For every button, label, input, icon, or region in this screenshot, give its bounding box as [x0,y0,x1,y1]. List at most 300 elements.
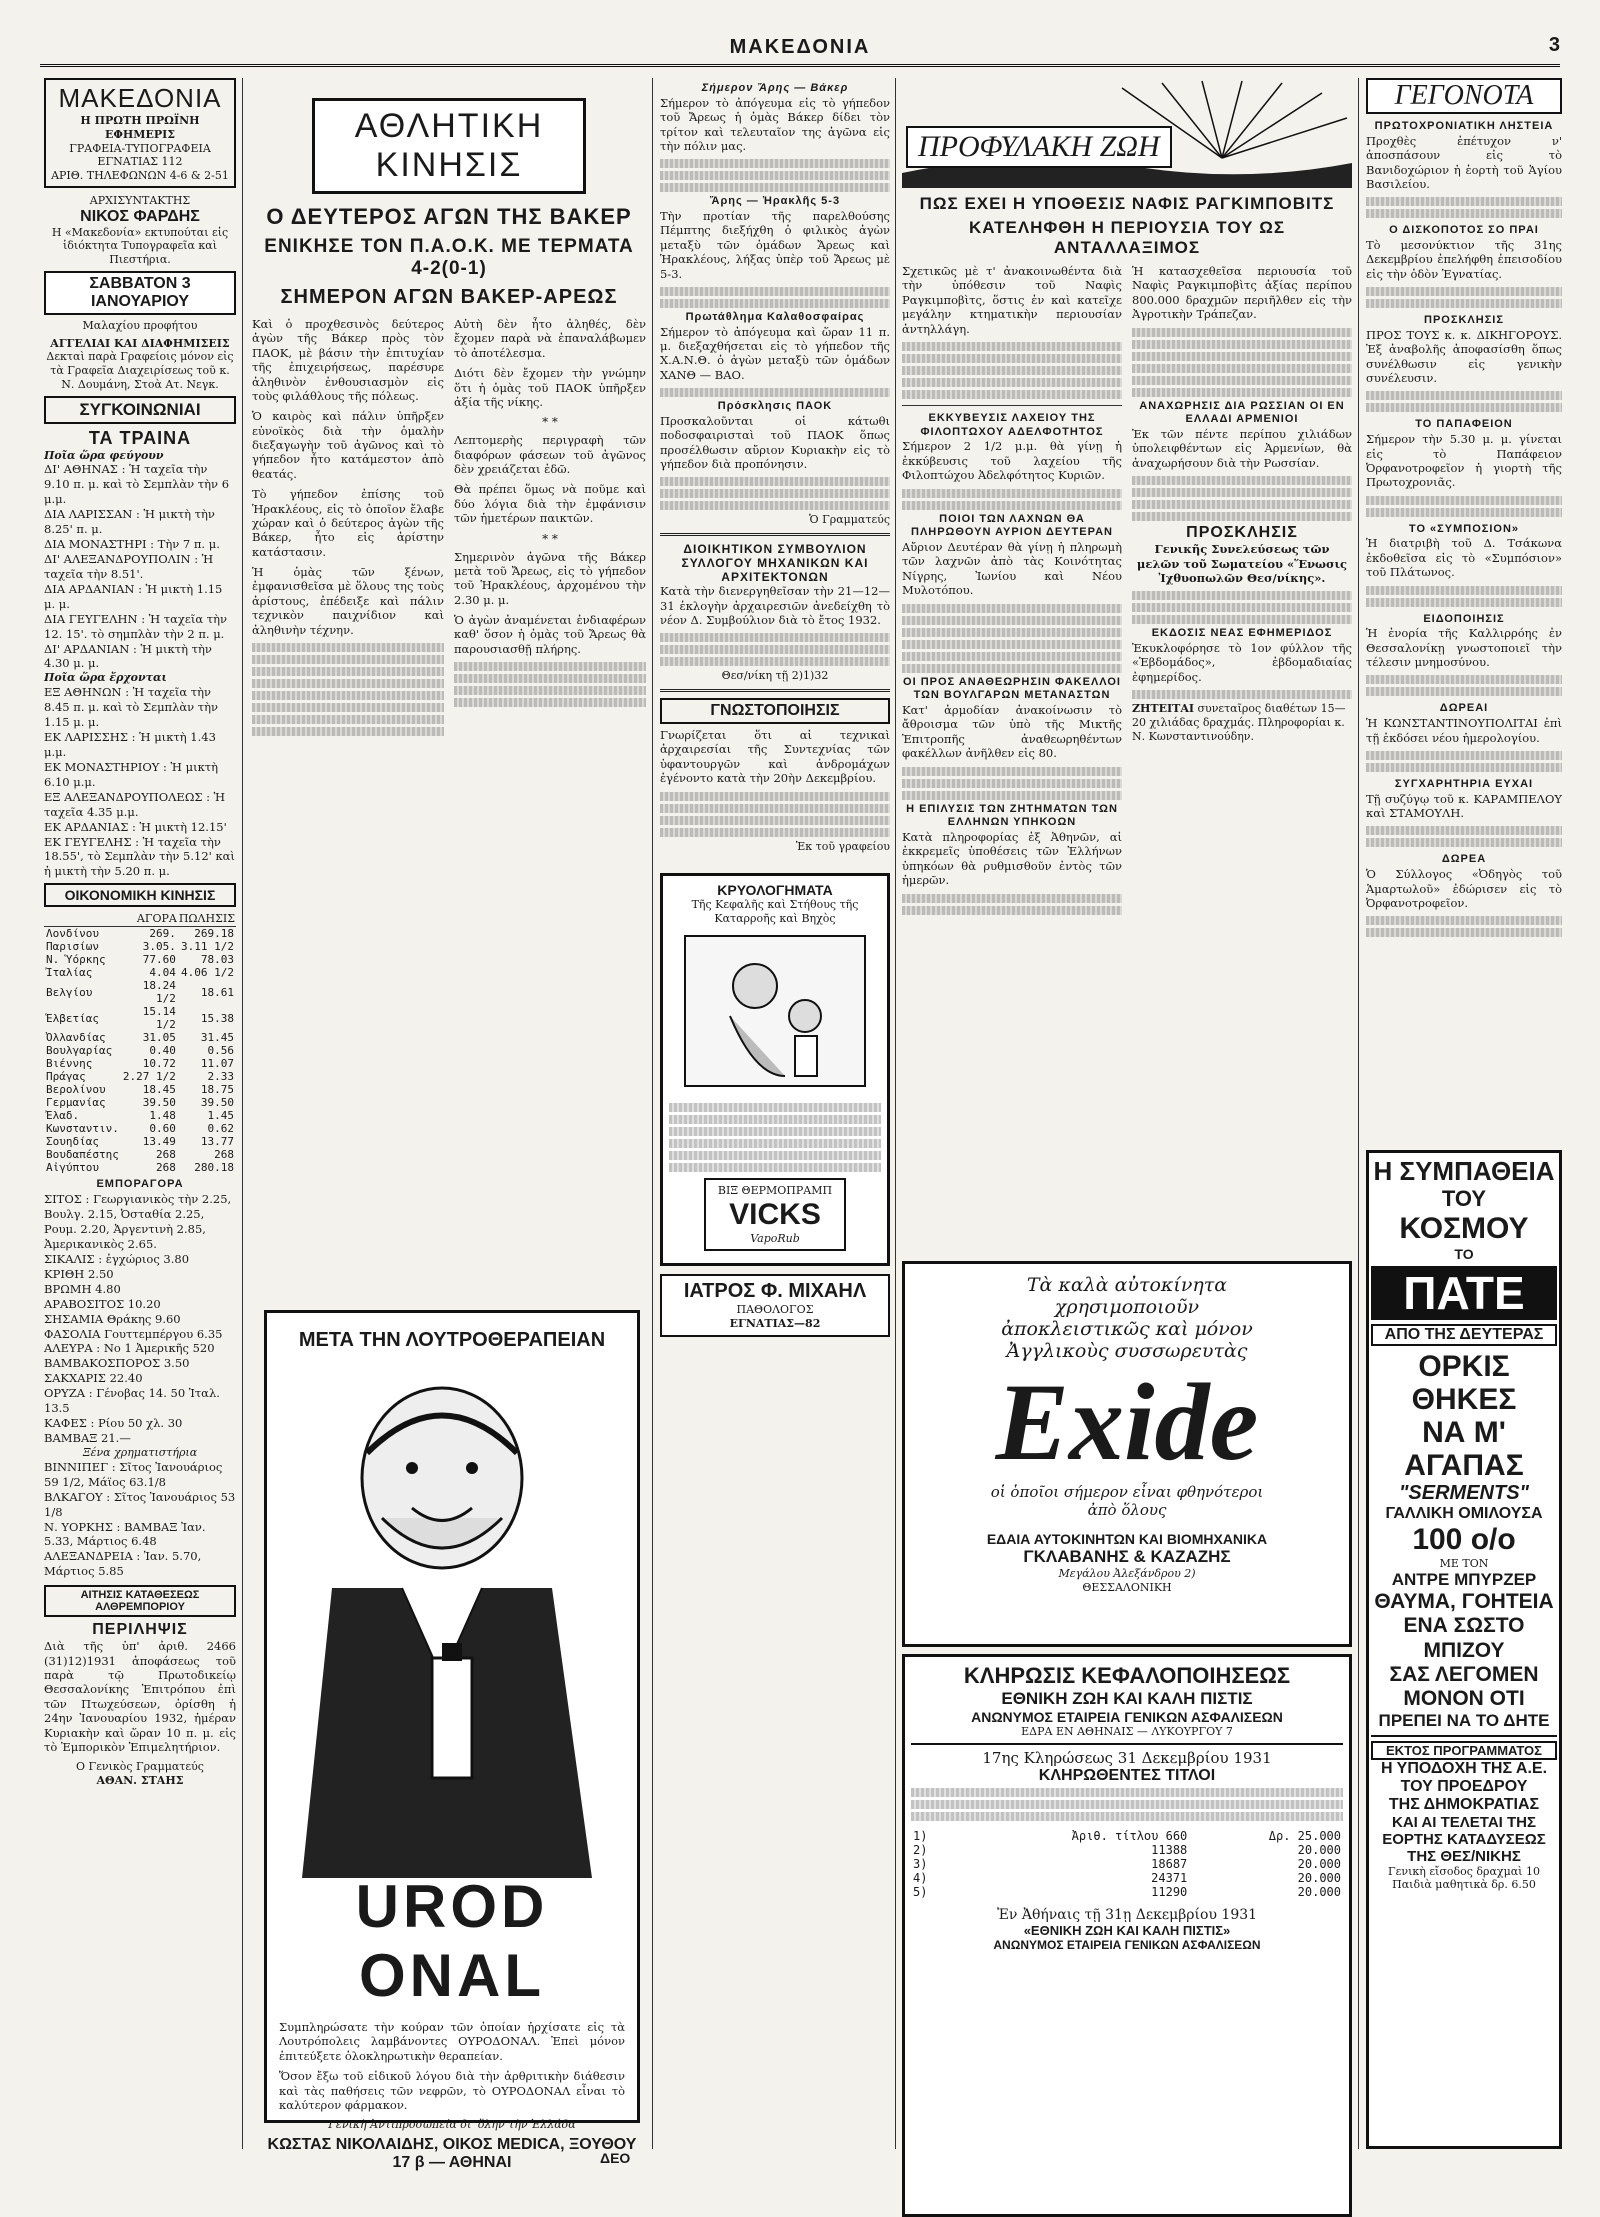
sports-columns [252,317,646,739]
list-item: ΕΚ ΛΑΡΙΣΣΗΣ : Ἡ μικτὴ 1.43 μ.μ. [44,729,216,759]
buy-rate: 13.49 [142,1135,176,1149]
lottery-rank: 1) [913,1828,928,1843]
text-filler [911,1788,1343,1797]
currency-name: Πράγας [46,1070,86,1084]
text-filler [1132,690,1352,699]
list-item: ΒΛΚΑΓΟΥ : Σῖτος Ἰανουάριος 53 1/8 [44,1489,236,1519]
buy-rate: 3.05. [142,940,176,954]
text-filler [1366,838,1562,847]
text-filler [1366,287,1562,296]
paok-invite-sign: Ὁ Γραμματεύς [809,513,890,527]
sports-headline: Ο ΔΕΥΤΕΡΟΣ ΑΓΩΝ ΤΗΣ ΒΑΚΕΡ [266,204,632,229]
table-row [44,1070,236,1083]
currency-name: Βουλγαρίας [46,1044,113,1058]
list-item: ΣΗΣΑΜΙΑ Θράκης 9.60 [44,1311,181,1326]
event-text: Ἡ ἐνορία τῆς Καλλιρρόης ἐν Θεσσαλονίκῃ γνωστοποιεῖ τὴν τέλεσιν μνημοσύνου. [1366,626,1562,669]
column-rule [242,78,243,2149]
list-item: ΒΑΜΒΑΚΟΣΠΟΡΟΣ 3.50 [44,1356,190,1371]
currency-name: Παρισίων [46,940,99,954]
lottery-ticket: 11290 [1151,1884,1188,1899]
text-filler [1132,512,1352,521]
list-item: ΕΞ ΑΛΕΞΑΝΔΡΟΥΠΟΛΕΩΣ : Ἡ ταχεῖα 4.35 μ.μ. [44,789,226,819]
text-filler [902,501,1122,510]
column-rule [895,78,896,2149]
text-filler [669,1163,881,1172]
lottery-rank: 4) [913,1870,928,1885]
armenians-heading: ΑΝΑΧΩΡΗΣΙΣ ΔΙΑ ΡΩΣΣΙΑΝ ΟΙ ΕΝ ΕΛΛΑΔΙ ΑΡΜΕΝΙΟΙ [1139,399,1345,426]
sell-rate: 268 [214,1148,234,1162]
markets-heading: ΕΜΠΟΡΑΓΟΡΑ [96,1178,184,1191]
vicks-subtitle: VapoRub [750,1231,800,1245]
vicks-jar [704,1178,846,1252]
sports-paragraph: Ὁ καιρὸς καὶ πάλιν ὑπῆρξεν εὐνοϊκὸς διὰ τὴν ὁμαλὴν διεξαγωγὴν τοῦ ἀγῶνος καὶ τὸ γήπεδον ἦτο κατάμεστον ἀπὸ θεατάς. [252,409,444,481]
text-filler [1366,299,1562,308]
match2-text: Τὴν προτίαν τῆς παρελθούσης Πέμπτης διεξήχθη ὁ φιλικὸς ἀγὼν μεταξὺ τῶν ὁμάδων Ἄρεως καὶ Ἡρακλέους, λήξας ὑπὲρ τοῦ Ἄρεως μὲ 5-3. [660,209,890,281]
table-row [44,979,236,1005]
list-item: ΣΙΚΑΛΙΣ : ἐγχώριος 3.80 [44,1251,190,1266]
table-row [911,1829,1343,1843]
date-heading: ΣΑΒΒΑΤΟΝ 3 ΙΑΝΟΥΑΡΙΟΥ [44,271,236,315]
exide-city: ΘΕΣΣΑΛΟΝΙΚΗ [1082,1580,1172,1594]
text-filler [1366,508,1562,517]
old-man-with-bottle-illustration [272,1358,632,1878]
text-filler [1366,928,1562,937]
cold-remedy-ad [660,873,890,1266]
text-filler [454,662,646,671]
event-heading: ΠΡΟΣΚΛΗΣΙΣ [1424,314,1504,327]
text-filler [1132,500,1352,509]
text-filler [1366,403,1562,412]
sell-rate: 13.77 [200,1135,234,1149]
buy-rate: 10.72 [142,1057,176,1071]
cinema-tou: ΤΟΥ [1441,1185,1487,1211]
buy-rate: 18.24 1/2 [142,979,176,1006]
table-row [44,1096,236,1109]
list-item: ΒΑΜΒΑΞ 21.— [44,1431,131,1446]
text-filler [902,390,1122,399]
table-row [44,1005,236,1031]
list-item: ΑΛΕΥΡΑ : Νο 1 Ἀμερικῆς 520 [44,1341,215,1356]
currency-name: Κωνσταντιν. [46,1122,119,1136]
film-original-title: "SERMENTS" [1398,1481,1530,1504]
event-heading: Ο ΔΙΣΚΟΠΟΤΟΣ ΣΟ ΠΡΑΙ [1389,224,1539,237]
association-sign: Θεσ/νίκη τῇ 2)1)32 [721,669,829,683]
text-filler [1366,391,1562,400]
text-filler [1132,476,1352,485]
text-filler [1366,751,1562,760]
notices-text: Γνωρίζεται ὅτι αἱ τεχνικαὶ ἀρχαιρεσίαι τῆς Συντεχνίας τῶν ὑφαντουργῶν καὶ ἀνδρομάχων ἐγένοντο κατὰ τὴν 20ὴν Δεκεμβρίου. [660,728,890,786]
text-filler [1132,488,1352,497]
provincial-life-title: ΠΡΟΦΥΛΑΚΗ ΖΩΗ [906,126,1172,168]
column-rule [1358,78,1359,2149]
event-heading: ΕΙΔΟΠΟΙΗΣΙΣ [1423,612,1505,625]
table-row [911,1885,1343,1899]
event-heading: ΤΟ «ΣΥΜΠΟΣΙΟΝ» [1408,522,1520,535]
saint-of-day: Μαλαχίου προφήτου [82,318,198,332]
list-item: ΚΡΙΘΗ 2.50 [44,1266,114,1281]
exide-line: ἀπὸ ὅλους [1087,1501,1167,1519]
sell-rate: 0.62 [207,1122,234,1136]
urodonal-ad-title: ΜΕΤΑ ΤΗΝ ΛΟΥΤΡΟΘΕΡΑΠΕΙΑΝ [298,1329,606,1351]
sell-rate: 280.18 [194,1161,234,1175]
text-filler [669,1115,881,1124]
divider [902,405,1122,406]
vicks-brand: VICKS [729,1197,821,1231]
sports-text-right [454,317,646,739]
text-filler [902,366,1122,375]
page-number: 3 [1548,34,1560,56]
exide-line: χρησιμοποιοῦν [1054,1296,1200,1318]
sports-paragraph: Ἡ ὁμὰς τῶν ξένων, ἐμφανισθεῖσα μὲ ὅλους της τοὺς ἀρίστους, ἐπέδειξε καὶ πάλιν τεχνικὸν παιχνίδιον καὶ ἀληθινὴν τέχνην. [252,565,444,637]
sell-rate: 4.06 1/2 [181,966,234,980]
trains-heading: ΤΑ ΤΡΑΙΝΑ [88,427,192,448]
table-row [44,1148,236,1161]
text-filler [1132,340,1352,349]
lottery-ticket: 24371 [1151,1870,1188,1885]
text-filler [252,715,444,724]
exide-line: Ἀγγλικοὺς συσσωρευτὰς [1006,1340,1248,1362]
text-filler [454,686,646,695]
separator-stars: * * [542,531,558,546]
text-filler [252,643,444,652]
list-item: ΣΙΤΟΣ : Γεωργιανικὸς τὴν 2.25, Βουλγ. 2.15, Ὀσταθία 2.25, Ρουμ. 2.20, Ἀργεντινὴ 2.85, Ἀμερικανικὸς 2.65. [44,1192,232,1251]
table-row [44,927,236,941]
text-filler [1366,916,1562,925]
text-filler [660,816,890,825]
match2-heading: Ἄρης — Ἡρακλῆς 5-3 [709,195,841,208]
text-filler [660,171,890,180]
currency-name: Γερμανίας [46,1096,106,1110]
column-1 [44,78,236,2149]
divider [911,1743,1343,1745]
text-filler [252,703,444,712]
text-filler [660,501,890,510]
wanted-text: συνεταῖρος διαθέτων 15—20 χιλιάδας δραχμάς. Πληροφορίαι κ. Ν. Κωνσταντινούδην. [1132,702,1346,743]
rates-header-sell: ΠΩΛΗΣΙΣ [178,912,235,926]
article-body-columns [902,264,1352,918]
text-filler [902,489,1122,498]
list-item: ΦΑΣΟΛΙΑ Γουττεμπέργου 6.35 [44,1326,223,1341]
divider [1371,1735,1557,1737]
sports-paragraph: Ὁ ἀγὼν ἀναμένεται ἐνδιαφέρων καθ' ὅσον ἡ ὁμὰς τοῦ Ἄρεως θὰ παρουσιασθῇ πλήρης. [454,613,646,656]
editor-block [44,194,236,267]
ticket-price: Γενικὴ εἴσοδος δραχμαὶ 10 [1388,1864,1540,1878]
event-heading: ΠΡΩΤΟΧΡΟΝΙΑΤΙΚΗ ΛΗΣΤΕΙΑ [1374,120,1554,132]
exchange-rates-table [44,911,236,1174]
table-row [44,953,236,966]
cinema-name: ΠΑΤΕ [1371,1266,1557,1320]
text-filler [660,183,890,192]
buy-rate: 31.05 [142,1031,176,1045]
list-item: Ν. ΥΟΡΚΗΣ : ΒΑΜΒΑΞ Ἰαν. 5.33, Μάρτιος 6.48 [44,1519,206,1549]
text-filler [1132,328,1352,337]
article-right-column [1132,264,1352,918]
buy-rate: 268 [155,1148,176,1162]
text-filler [660,388,890,397]
film-title: ΟΡΚΙΣ ΘΗΚΕΣ [1411,1349,1517,1416]
text-filler [660,287,890,296]
notices-sign: Ἐκ τοῦ γραφείου [795,839,890,853]
armenians-text: Ἐκ τῶν πέντε περίπου χιλιάδων ὑπολειφθέντων εἰς Ἀρμενίων, θὰ ἀναχωρήσουν διὰ τὴν Ρωσσίαν. [1132,427,1352,470]
currency-name: Σουηδίας [46,1135,99,1149]
lottery-company: ΕΘΝΙΚΗ ΖΩΗ ΚΑΙ ΚΑΛΗ ΠΙΣΤΙΣ [1001,1689,1253,1708]
wanted-ad [1132,702,1352,743]
wanted-heading: ΖΗΤΕΙΤΑΙ [1132,702,1195,716]
ticket-price: Παιδιὰ μαθητικὰ δρ. 6.50 [1392,1878,1536,1892]
imprint-subtitle: Η ΠΡΩΤΗ ΠΡΩΪΝΗ ΕΦΗΜΕΡΙΣ [80,114,200,141]
sell-rate: 3.11 1/2 [181,940,234,954]
sell-rate: 1.45 [207,1109,234,1123]
text-filler [660,633,890,642]
sports-paragraph: Θὰ πρέπει ὅμως νὰ ποῦμε καὶ δύο λόγια διὰ τὴν ἐμφάνισιν τῶν ἡμετέρων παικτῶν. [454,482,646,526]
text-filler [902,342,1122,351]
paok-invite-text: Προσκαλοῦνται οἱ κάτωθι ποδοσφαιρισταὶ τοῦ ΠΑΟΚ ὅπως προσέλθωσιν αὔριον Κυριακὴν εἰς τὸ γήπεδον διὰ προπόνησιν. [660,413,890,471]
extra-program-line: ΕΟΡΤΗΣ ΚΑΤΑΔΥΣΕΩΣ [1382,1830,1546,1848]
exide-address: Μεγάλου Ἀλεξάνδρου 2) [1058,1567,1196,1580]
doctor-name: ΙΑΤΡΟΣ Φ. ΜΙΧΑΗΛ [683,1280,867,1303]
text-filler [660,657,890,666]
table-row [44,1135,236,1148]
film-actor: ΑΝΤΡΕ ΜΠΥΡΖΕΡ [1391,1570,1537,1590]
events-list [1366,120,1562,937]
currency-name: Ἑλβετίας [46,1011,99,1025]
sell-rate: 2.33 [207,1070,234,1084]
lottery-seat: ΕΔΡΑ ΕΝ ΑΘΗΝΑΙΣ — ΛΥΚΟΥΡΓΟΥ 7 [1021,1725,1233,1738]
extra-program-line: ΤΗΣ ΘΕΣ/ΝΙΚΗΣ [1407,1847,1521,1865]
masthead [0,0,1600,70]
column-4 [902,78,1352,2149]
table-row [44,1044,236,1057]
text-filler [902,604,1122,613]
urodonal-representative: Γενικὴ Ἀντιπροσωπεία δι' ὅλην τὴν Ἑλλάδα [328,2118,576,2132]
text-filler [902,779,1122,788]
event-text: Σήμερον τὴν 5.30 μ. μ. γίνεται εἰς τὸ Παπάφειον Ὀρφανοτροφεῖον ἡ γιορτὴ τῆς Πρωτοχρονιᾶς. [1366,432,1562,490]
lottery-footer-type: ΑΝΩΝΥΜΟΣ ΕΤΑΙΡΕΙΑ ΓΕΝΙΚΩΝ ΑΣΦΑΛΙΣΕΩΝ [993,1937,1261,1952]
text-filler [669,1127,881,1136]
text-filler [669,1139,881,1148]
text-filler [660,477,890,486]
extra-program-line: ΚΑΙ ΑΙ ΤΕΛΕΤΑΙ ΤΗΣ [1391,1813,1536,1831]
foreign-markets-list [44,1460,236,1580]
exide-line: ἀποκλειστικῶς καὶ μόνον [1001,1318,1253,1340]
film-tagline: ΠΡΕΠΕΙ ΝΑ ΤΟ ΔΗΤΕ [1378,1711,1550,1731]
text-filler [911,1812,1343,1821]
arrivals-list [44,685,236,879]
markets-list [44,1192,236,1446]
editor-label: ΑΡΧΙΣΥΝΤΑΚΤΗΣ [89,193,191,207]
sell-rate: 0.56 [207,1044,234,1058]
imprint-phones: ΑΡΙΘ. ΤΗΛΕΦΩΝΩΝ 4-6 & 2-51 [51,169,229,182]
buy-rate: 18.45 [142,1083,176,1097]
review-heading: ΟΙ ΠΡΟΣ ΑΝΑΘΕΩΡΗΣΙΝ ΦΑΚΕΛΛΟΙ ΤΩΝ ΒΟΥΛΓΑΡΩΝ ΜΕΤΑΝΑΣΤΩΝ [903,675,1121,702]
event-text: Ὁ Σύλλογος «Ὀδηγὸς τοῦ Ἁμαρτωλοῦ» ἐδώρισεν εἰς τὸ Ὀρφανοτροφεῖον. [1366,867,1562,910]
table-row [44,1109,236,1122]
text-filler [902,616,1122,625]
list-item: ΣΑΚΧΑΡΙΣ 22.40 [44,1371,143,1386]
lottery-ticket: Ἀριθ. τίτλου 660 [1071,1828,1188,1843]
event-heading: ΤΟ ΠΑΠΑΦΕΙΟΝ [1415,418,1513,431]
event-text: Ἡ ΚΩΝΣΤΑΝΤΙΝΟΥΠΟΛΙΤΑΙ ἐπὶ τῇ ἐκδόσει νέου ἡμερολογίου. [1366,716,1562,745]
column-rule [652,78,653,2149]
cold-ad-title: ΚΡΥΟΛΟΓΗΜΑΤΑ [717,882,833,899]
newspaper-name: ΜΑΚΕΔΟΝΙΑ [729,36,871,58]
text-filler [902,664,1122,673]
doctor-ad [660,1274,890,1337]
provincial-life-banner [902,78,1352,188]
table-row [44,1083,236,1096]
list-item: ΔΙ' ΑΛΕΞΑΝΔΡΟΥΠΟΛΙΝ : Ἡ ταχεῖα τὴν 8.51'. [44,551,214,581]
sports-paragraph: Διότι δὲν ἔχομεν τὴν γνώμην ὅτι ἡ ὁμὰς τοῦ ΠΑΟΚ ὑπῆρξεν ἀξία τῆς νίκης. [454,366,646,409]
currency-name: Αἰγύπτου [46,1161,99,1175]
list-item: ΑΛΕΞΑΝΔΡΕΙΑ : Ἰαν. 5.70, Μάρτιος 5.85 [44,1549,202,1579]
currency-name: Λονδίνου [46,927,99,941]
table-row [911,1857,1343,1871]
insurance-lottery-ad [902,1654,1352,2217]
summary-sign: Ο Γενικὸς Γραμματεύς [76,1760,204,1774]
text-filler [660,299,890,308]
summary-name: ΑΘΑΝ. ΣΤΑΗΣ [96,1774,184,1787]
lottery-prize: 20.000 [1297,1842,1341,1857]
text-filler [660,804,890,813]
vicks-caption: ΒΙΞ ΘΕΡΜΟΠΡΑΜΠ [717,1183,833,1197]
review-text: Κατ' ἀρμοδίαν ἀνακοίνωσιν τὸ ἄθροισμα τῶν ὑπὸ τῆς Μικτῆς Ἐπιτροπῆς ἀναθεωρηθέντων φακέλλων ἀνῆλθεν εἰς 80. [902,703,1122,761]
association-text: Κατὰ τὴν διενεργηθεῖσαν τὴν 21—12—31 ἐκλογὴν ἀρχαιρεσιῶν ἀνεδείχθη τὸ νέον Δ. Συμβούλιον διὰ τὸ ἔτος 1932. [660,584,890,627]
text-filler [1132,603,1352,612]
lottery-footer-date: Ἐν Ἀθήναις τῇ 31ῃ Δεκεμβρίου 1931 [996,1906,1258,1923]
sell-rate: 39.50 [200,1096,234,1110]
text-filler [902,791,1122,800]
sell-rate: 11.07 [200,1057,234,1071]
article-left-column [902,264,1122,918]
text-filler [1132,591,1352,600]
text-filler [252,691,444,700]
column-5 [1366,78,1562,2149]
sell-rate: 18.61 [200,985,234,999]
nationals-heading: Η ΕΠΙΛΥΣΙΣ ΤΩΝ ΖΗΤΗΜΑΤΩΝ ΤΩΝ ΕΛΛΗΝΩΝ ΥΠΗΚΟΩΝ [906,802,1118,829]
exide-line: οἱ ὁποῖοι σήμερον εἶναι φθηνότεροι [990,1483,1264,1501]
rates-header-buy: ΑΓΟΡΑ [121,911,178,927]
list-item: ΕΚ ΜΟΝΑΣΤΗΡΙΟΥ : Ἡ μικτὴ 6.10 μ.μ. [44,759,219,789]
notices-heading: ΓΝΩΣΤΟΠΟΙΗΣΙΣ [660,698,890,724]
table-row [44,940,236,953]
lottery-winners-heading: ΚΛΗΡΩΘΕΝΤΕΣ ΤΙΤΛΟΙ [1038,1766,1216,1784]
divider [660,689,890,692]
exide-dealer-names: ΓΚΛΑΒΑΝΗΣ & ΚΑΖΑΖΗΣ [1023,1547,1231,1566]
table-row [911,1843,1343,1857]
buy-rate: 2.27 1/2 [122,1070,176,1084]
lottery-rank: 3) [913,1856,928,1871]
editor-name: ΝΙΚΟΣ ΦΑΡΔΗΣ [80,207,200,225]
event-text: Ἡ διατριβὴ τοῦ Δ. Τσάκωνα ἐκδοθεῖσα εἰς τὸ «Συμπόσιον» τοῦ Πλάτωνος. [1366,536,1562,580]
lottery-footer-company: «ΕΘΝΙΚΗ ΖΩΗ ΚΑΙ ΚΑΛΗ ΠΙΣΤΙΣ» [1023,1922,1231,1938]
sports-text-left [252,317,444,739]
summary-text: Διὰ τῆς ὑπ' ἀριθ. 2466 (31)12)1931 ἀποφάσεως τοῦ παρὰ τῷ Πρωτοδικείῳ Θεσσαλονίκης Ἐπιτρόπου ἐπὶ τῶν Πτωχεύσεων, ὁρίσθη ἡ 24ην Ἰανουαρίου 1932, ἡμέραν Κυριακὴν καὶ ὥραν 10 π. μ. εἰς τὸ Ἐμπορικὸν Ἐπιμελητήριον. [44,1639,236,1754]
exide-ad [902,1261,1352,1647]
text-filler [1366,496,1562,505]
sports-paragraph: Σημερινὸν ἀγῶνα τῆς Βάκερ μετὰ τοῦ Ἄρεως, εἰς τὸ γήπεδον τοῦ Ἡρακλέους, ἀρχομένου τὴν 2.30 μ. μ. [454,549,646,607]
text-filler [1366,763,1562,772]
table-row [44,1031,236,1044]
event-heading: ΔΩΡΕΑΙ [1439,702,1489,715]
text-filler [1132,364,1352,373]
championship-heading: Πρωτάθλημα Καλαθοσφαίρας [685,310,865,323]
text-filler [1132,376,1352,385]
exide-brand: Exide [995,1361,1259,1483]
arrivals-heading: Ποῖα ὥρα ἔρχονται [44,671,167,685]
imprint-address: ΓΡΑΦΕΙΑ-ΤΥΠΟΓΡΑΦΕΙΑ ΕΓΝΑΤΙΑΣ 112 [69,141,211,169]
sell-rate: 18.75 [200,1083,234,1097]
film-with: ΜΕ ΤΟΝ [1439,1556,1489,1570]
event-text: ΠΡΟΣ ΤΟΥΣ κ. κ. ΔΙΚΗΓΟΡΟΥΣ. Ἐξ ἀναβολῆς ἀποφασίσθη ὅπως συνέλθωσιν εἰς γενικὴν συνέλευσιν. [1366,327,1562,385]
sports-today: ΣΗΜΕΡΟΝ ΑΓΩΝ ΒΑΚΕΡ-ΑΡΕΩΣ [280,286,618,308]
lottery-company-type: ΑΝΩΝΥΜΟΣ ΕΤΑΙΡΕΙΑ ΓΕΝΙΚΩΝ ΑΣΦΑΛΙΣΕΩΝ [971,1709,1283,1725]
economy-heading: ΟΙΚΟΝΟΜΙΚΗ ΚΙΝΗΣΙΣ [44,883,236,907]
event-text: Προχθὲς ἐπέτυχον ν' ἀποσπάσουν εἰς τὸ Βανιδοχώριον ἡ ἑορτὴ τοῦ Ἁγίου Βασιλείου. [1366,133,1562,191]
extra-program-heading: ΕΚΤΟΣ ΠΡΟΓΡΑΜΜΑΤΟΣ [1371,1741,1557,1760]
sell-rate: 15.38 [200,1011,234,1025]
buy-rate: 15.14 1/2 [142,1005,176,1032]
exide-dealer: ΕΔΑΙΑ ΑΥΤΟΚΙΝΗΤΩΝ ΚΑΙ ΒΙΟΜΗΧΑΝΙΚΑ [986,1531,1268,1547]
text-filler [660,489,890,498]
text-filler [660,159,890,168]
sports-paragraph: Αὐτὴ δὲν ἦτο ἀληθές, δὲν ἔχομεν παρὰ νὰ ἐπαναλάβωμεν τὸ ἀποτέλεσμα. [454,317,646,360]
list-item: ΔΙ' ΑΘΗΝΑΣ : Ἡ ταχεῖα τὴν 9.10 π. μ. καὶ τὸ Σεμπλὰν τὴν 6 μ.μ. [44,462,230,507]
currency-name: Βελγίου [46,985,93,999]
buy-rate: 0.60 [149,1122,176,1136]
separator-stars: * * [542,415,558,430]
text-filler [252,655,444,664]
article-headline: ΠΩΣ ΕΧΕΙ Η ΥΠΟΘΕΣΙΣ ΝΑΦΙΣ ΡΑΓΚΙΜΠΟΒΙΤΣ [919,194,1335,213]
currency-name: Βερολίνου [46,1083,106,1097]
lottery-draw-text: Σήμερον 2 1/2 μ.μ. θὰ γίνῃ ἡ ἐκκύβευσις τοῦ λαχείου τῆς Φιλοπτώχου Ἀδελφότητος Κυριῶν. [902,439,1122,483]
new-newspaper-heading: ΕΚΔΟΣΙΣ ΝΕΑΣ ΕΦΗΜΕΡΙΔΟΣ [1151,627,1333,640]
urodonal-company: ΚΩΣΤΑΣ ΝΙΚΟΛΑΙΔΗΣ, ΟΙΚΟΣ MEDICA, ΞΟΥΘΟΥ 17 β — ΑΘΗΝΑΙ [267,2136,637,2171]
imprint-box [44,78,236,188]
lottery-rank: 5) [913,1884,928,1899]
list-item: ΔΙ' ΑΡΔΑΝΙΑΝ : Ἡ μικτὴ τὴν 4.30 μ. μ. [44,641,212,671]
text-filler [1366,675,1562,684]
cinema-pate-ad [1366,1150,1562,2149]
foreign-markets-heading: Ξένα χρηματιστήρια [82,1446,198,1459]
event-heading: ΣΥΓΧΑΡΗΤΗΡΙΑ ΕΥΧΑΙ [1394,777,1534,790]
text-filler [902,628,1122,637]
extra-program-line: Η ΥΠΟΔΟΧΗ ΤΗΣ Α.Ε. [1380,1759,1548,1777]
buy-rate: 77.60 [142,953,176,967]
lottery-rank: 2) [913,1842,928,1857]
cinema-to: ΤΟ [1454,1245,1474,1262]
cinema-kosmou: ΚΟΣΜΟΥ [1399,1211,1529,1245]
table-row [44,1161,236,1174]
summary-heading: ΠΕΡΙΛΗΨΙΣ [92,1621,188,1639]
departures-heading: Ποῖα ὥρα φεύγουν [44,448,164,462]
film-tagline: ΜΟΝΟΝ ΟΤΙ [1403,1686,1525,1710]
text-filler [1366,197,1562,206]
text-filler [902,378,1122,387]
extra-program-line: ΤΗΣ ΔΗΜΟΚΡΑΤΙΑΣ [1388,1795,1540,1813]
new-newspaper-text: Ἐκυκλοφόρησε τὸ 1ον φύλλον τῆς «Ἑβδομάδος», ἐβδομαδιαίας ἐφημερίδος. [1132,641,1352,684]
text-filler [669,1103,881,1112]
film-tagline: ΕΝΑ ΣΩΣΤΟ ΜΠΙΖΟΥ [1403,1614,1525,1662]
match-text: Σήμερον τὸ ἀπόγευμα εἰς τὸ γήπεδον τοῦ Ἄρεως ἡ ὁμὰς Βάκερ δίδει τὸν τρίτον καὶ τελευταῖον της ἀγῶνα εἰς τὴν πόλιν μας. [660,95,890,153]
urodonal-text: Ὅσον ἔξω τοῦ εἰδικοῦ λόγου διὰ τὴν ἀρθριτικὴν διάθεσιν καὶ τὰς παθήσεις τῶν νεφρῶν, τὸ ΟΥΡΟΔΟΝΑΛ εἶναι τὸ καλύτερον φάρμακον. [279,2069,625,2112]
event-text: Τὸ μεσονύκτιον τῆς 31ης Δεκεμβρίου ἐπελήφθη ἐπεισοδίου εἰς τὴν ὁδὸν Ἐγνατίας. [1366,238,1562,281]
lottery-ticket: 18687 [1151,1856,1188,1871]
lottery-draw-heading: ΕΚΚΥΒΕΥΣΙΣ ΛΑΧΕΙΟΥ ΤΗΣ ΦΙΛΟΠΤΩΧΟΥ ΑΔΕΛΦΟΤΗΤΟΣ [920,411,1104,438]
text-filler [902,640,1122,649]
sports-paragraph: Καὶ ὁ προχθεσινὸς δεύτερος ἀγὼν τῆς Βάκερ πρὸς τὸν ΠΑΟΚ, μὲ βάσιν τὴν ἐπιτυχίαν τῆς ἐπιχειρήσεως, παρέσυρε ἀληθινὸν ἐνθουσιασμὸν εἰς τοὺς φιλάθλους τῆς πόλεως. [252,317,444,403]
lottery-title: ΚΛΗΡΩΣΙΣ ΚΕΦΑΛΟΠΟΙΗΣΕΩΣ [963,1663,1291,1688]
text-filler [1132,615,1352,624]
